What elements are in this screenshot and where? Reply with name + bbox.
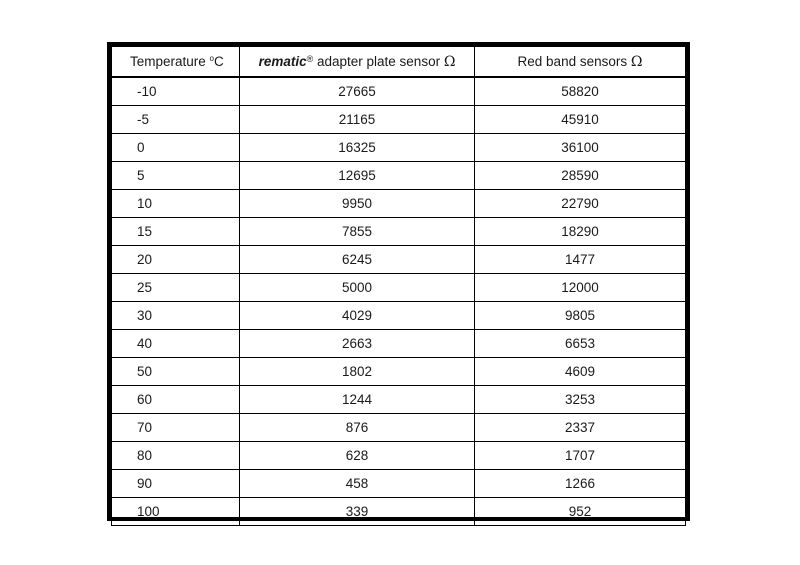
sensor-resistance-table-frame — [107, 42, 690, 521]
table-row — [112, 386, 686, 414]
header-row — [112, 47, 686, 78]
table-row — [112, 274, 686, 302]
cell-temperature: -10 — [112, 77, 240, 106]
cell-adapter-resistance: 4029 — [240, 302, 475, 330]
table-row — [112, 106, 686, 134]
header-temperature-label: Temperature — [130, 54, 210, 69]
cell-temperature: 50 — [112, 358, 240, 386]
registered-mark: ® — [306, 53, 314, 64]
sensor-resistance-table — [111, 46, 686, 526]
cell-red-band-resistance: 3253 — [475, 386, 686, 414]
cell-red-band-resistance: 28590 — [475, 162, 686, 190]
cell-temperature: 20 — [112, 246, 240, 274]
cell-adapter-resistance: 2663 — [240, 330, 475, 358]
cell-adapter-resistance: 876 — [240, 414, 475, 442]
header-temperature — [112, 47, 240, 78]
cell-adapter-resistance: 7855 — [240, 218, 475, 246]
cell-temperature: 10 — [112, 190, 240, 218]
header-adapter-plate-sensor — [240, 47, 475, 78]
cell-red-band-resistance: 6653 — [475, 330, 686, 358]
cell-red-band-resistance: 952 — [475, 498, 686, 526]
cell-adapter-resistance: 16325 — [240, 134, 475, 162]
table-row — [112, 498, 686, 526]
table-row — [112, 190, 686, 218]
cell-temperature: 70 — [112, 414, 240, 442]
cell-adapter-resistance: 1244 — [240, 386, 475, 414]
cell-red-band-resistance: 45910 — [475, 106, 686, 134]
table-row — [112, 302, 686, 330]
table-row — [112, 442, 686, 470]
cell-red-band-resistance: 4609 — [475, 358, 686, 386]
cell-temperature: 30 — [112, 302, 240, 330]
cell-adapter-resistance: 12695 — [240, 162, 475, 190]
ohm-symbol: Ω — [630, 53, 643, 70]
degree-symbol: o — [209, 54, 214, 63]
cell-temperature: 80 — [112, 442, 240, 470]
cell-temperature: 90 — [112, 470, 240, 498]
cell-red-band-resistance: 2337 — [475, 414, 686, 442]
cell-red-band-resistance: 1477 — [475, 246, 686, 274]
cell-adapter-resistance: 27665 — [240, 77, 475, 106]
cell-temperature: 100 — [112, 498, 240, 526]
cell-adapter-resistance: 5000 — [240, 274, 475, 302]
cell-adapter-resistance: 458 — [240, 470, 475, 498]
cell-red-band-resistance: 1266 — [475, 470, 686, 498]
table-row — [112, 218, 686, 246]
cell-red-band-resistance: 36100 — [475, 134, 686, 162]
cell-temperature: 0 — [112, 134, 240, 162]
cell-adapter-resistance: 21165 — [240, 106, 475, 134]
cell-adapter-resistance: 6245 — [240, 246, 475, 274]
cell-red-band-resistance: 9805 — [475, 302, 686, 330]
cell-red-band-resistance: 18290 — [475, 218, 686, 246]
cell-adapter-resistance: 628 — [240, 442, 475, 470]
cell-temperature: -5 — [112, 106, 240, 134]
table-row — [112, 330, 686, 358]
header-temperature-unit: C — [214, 54, 224, 69]
cell-adapter-resistance: 1802 — [240, 358, 475, 386]
cell-temperature: 60 — [112, 386, 240, 414]
table-row — [112, 77, 686, 106]
cell-temperature: 40 — [112, 330, 240, 358]
header-red-band-label: Red band sensors — [517, 53, 631, 69]
ohm-symbol: Ω — [443, 53, 456, 70]
cell-red-band-resistance: 58820 — [475, 77, 686, 106]
table-header — [112, 47, 686, 78]
cell-red-band-resistance: 1707 — [475, 442, 686, 470]
table-row — [112, 414, 686, 442]
cell-temperature: 25 — [112, 274, 240, 302]
cell-temperature: 5 — [112, 162, 240, 190]
header-red-band-sensors — [475, 47, 686, 78]
brand-name: rematic — [258, 53, 307, 69]
table-row — [112, 162, 686, 190]
table-body — [112, 77, 686, 526]
header-adapter-label: adapter plate sensor — [313, 53, 444, 69]
table-row — [112, 134, 686, 162]
table-row — [112, 470, 686, 498]
table-row — [112, 246, 686, 274]
cell-adapter-resistance: 9950 — [240, 190, 475, 218]
cell-red-band-resistance: 12000 — [475, 274, 686, 302]
cell-adapter-resistance: 339 — [240, 498, 475, 526]
cell-temperature: 15 — [112, 218, 240, 246]
table-row — [112, 358, 686, 386]
cell-red-band-resistance: 22790 — [475, 190, 686, 218]
